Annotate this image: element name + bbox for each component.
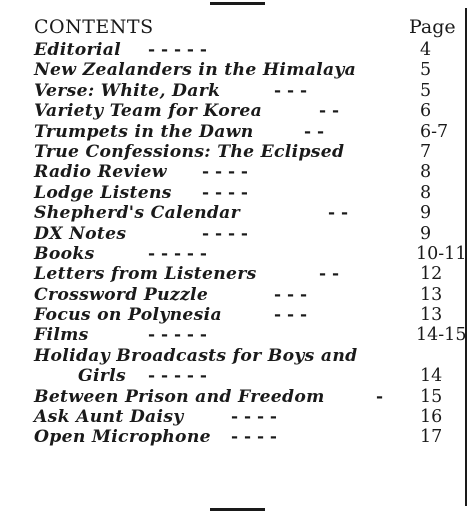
entry-title: Open Microphone xyxy=(34,427,211,448)
entry-page: 14-15 xyxy=(416,325,467,346)
toc-entry[interactable] xyxy=(34,346,464,366)
toc-entry[interactable] xyxy=(34,407,464,427)
entry-title: Editorial xyxy=(34,40,122,60)
dot-leaders: - xyxy=(376,386,384,407)
toc-entry[interactable] xyxy=(34,162,464,182)
entry-title: Lodge Listens xyxy=(34,182,172,203)
dot-leaders: - - - - - xyxy=(148,40,207,60)
toc-entry[interactable] xyxy=(34,427,464,447)
entry-page: 5 xyxy=(420,60,432,81)
toc-entry[interactable] xyxy=(34,183,464,203)
dot-leaders: - - - - - xyxy=(148,325,207,346)
contents-list xyxy=(34,40,467,448)
entry-title: True Confessions: The Eclipsed xyxy=(34,141,345,162)
toc-entry[interactable] xyxy=(34,285,464,305)
entry-title: Books xyxy=(34,243,95,264)
toc-entry[interactable] xyxy=(34,60,464,80)
entry-title: New Zealanders in the Himalaya xyxy=(34,60,357,81)
entry-title: Shepherd's Calendar xyxy=(34,203,240,224)
dot-leaders: - - - - xyxy=(202,223,248,244)
toc-entry[interactable] xyxy=(34,81,464,101)
toc-entry[interactable] xyxy=(34,243,467,264)
dot-leaders: - - - - - xyxy=(148,243,207,264)
toc-entry[interactable] xyxy=(34,122,464,142)
toc-entry[interactable] xyxy=(34,264,464,284)
entry-page: 14 xyxy=(420,366,443,387)
dot-leaders: - - - xyxy=(274,284,308,305)
dot-leaders: - - xyxy=(319,264,340,285)
entry-title: Verse: White, Dark xyxy=(34,80,221,101)
dot-leaders: - - - - xyxy=(231,407,277,428)
entry-page: 17 xyxy=(420,427,443,448)
entry-title: DX Notes xyxy=(34,223,127,244)
dot-leaders: - - - - - xyxy=(148,366,207,387)
entry-page: 4 xyxy=(420,40,432,60)
entry-page: 9 xyxy=(420,203,432,224)
contents-header xyxy=(34,16,462,40)
entry-title: Trumpets in the Dawn xyxy=(34,121,254,142)
dot-leaders: - - xyxy=(328,203,349,224)
bottom-rule xyxy=(210,508,265,511)
dot-leaders: - - xyxy=(319,101,340,122)
entry-page: 10-11 xyxy=(416,243,467,264)
toc-entry[interactable] xyxy=(34,101,464,121)
toc-entry[interactable] xyxy=(34,224,464,244)
entry-page: 9 xyxy=(420,223,432,244)
entry-page: 15 xyxy=(420,386,443,407)
dot-leaders: - - - xyxy=(274,305,308,326)
entry-title: Girls xyxy=(78,366,126,387)
entry-page: 6-7 xyxy=(420,121,449,142)
entry-page: 5 xyxy=(420,80,432,101)
entry-title: Variety Team for Korea xyxy=(34,101,263,122)
dot-leaders: - - xyxy=(304,121,325,142)
entry-title: Films xyxy=(34,325,89,346)
entry-title: Holiday Broadcasts for Boys and xyxy=(34,345,358,366)
entry-title: Between Prison and Freedom xyxy=(34,386,325,407)
entry-title: Crossword Puzzle xyxy=(34,284,209,305)
entry-page: 7 xyxy=(420,141,432,162)
entry-page: 16 xyxy=(420,407,443,428)
toc-entry[interactable] xyxy=(34,40,464,60)
entry-title: Ask Aunt Daisy xyxy=(34,407,184,428)
dot-leaders: - - - - xyxy=(202,162,248,183)
contents-heading: CONTENTS xyxy=(34,16,154,38)
entry-title: Letters from Listeners xyxy=(34,264,257,285)
entry-page: 8 xyxy=(420,182,432,203)
toc-entry[interactable] xyxy=(34,305,464,325)
entry-page: 12 xyxy=(420,264,443,285)
toc-entry[interactable] xyxy=(34,142,464,162)
toc-entry[interactable] xyxy=(34,387,464,407)
entry-page: 13 xyxy=(420,284,443,305)
entry-page: 8 xyxy=(420,162,432,183)
entry-title: Focus on Polynesia xyxy=(34,305,222,326)
top-rule xyxy=(210,2,265,5)
dot-leaders: - - - - xyxy=(202,182,248,203)
entry-title: Radio Review xyxy=(34,162,167,183)
entry-page: 6 xyxy=(420,101,432,122)
toc-entry[interactable] xyxy=(34,203,464,223)
page-column-heading: Page xyxy=(409,16,456,38)
entry-page: 13 xyxy=(420,305,443,326)
dot-leaders: - - - xyxy=(274,80,308,101)
toc-entry[interactable] xyxy=(34,325,467,346)
dot-leaders: - - - - xyxy=(231,427,277,448)
toc-entry-continuation[interactable] xyxy=(34,366,464,386)
